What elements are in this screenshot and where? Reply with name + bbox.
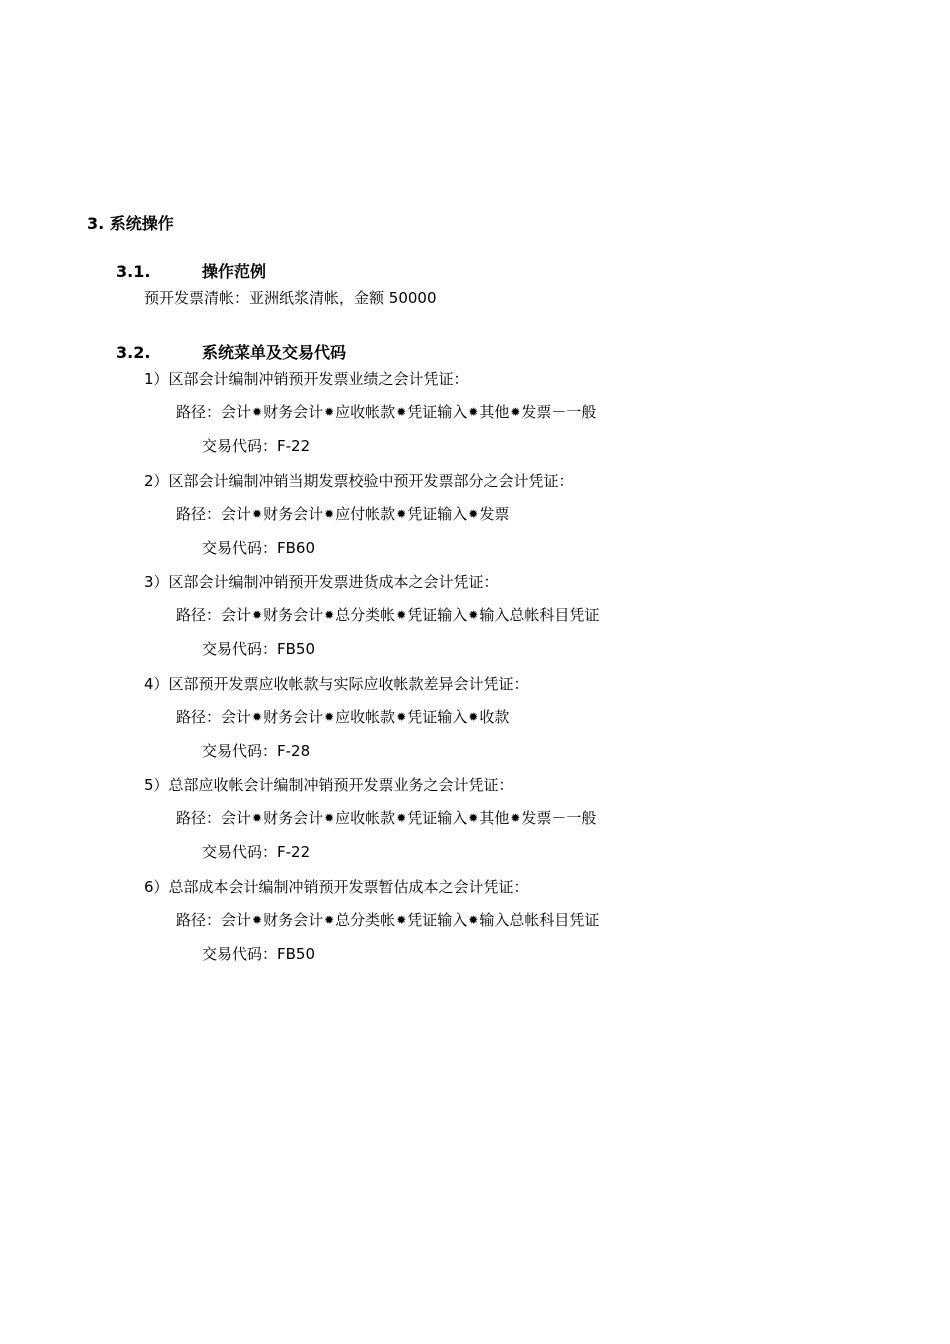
path-segment: 会计 [221,809,252,828]
path-label: 路径： [176,504,222,523]
code-value: FB60 [277,538,316,557]
path-separator-icon: ✹ [324,608,335,623]
path-segment: 凭证输入 [407,606,468,625]
path-separator-icon: ✹ [252,405,263,419]
list-item-title: 3）区部会计编制冲销预开发票进货成本之会计凭证： [144,573,499,592]
path-separator-icon: ✹ [510,811,521,826]
path-segment: 会计 [221,504,252,523]
path-segment: 凭证输入 [407,504,468,523]
subsection-title: 操作范例 [202,262,267,281]
path-separator-icon: ✹ [468,608,479,623]
list-item-title: 4）区部预开发票应收帐款与实际应收帐款差异会计凭证： [144,674,529,693]
section-title: 系统操作 [109,214,174,233]
path-separator-icon: ✹ [252,811,263,826]
path-separator-icon: ✹ [510,405,521,419]
menu-path [176,707,510,726]
path-segment: 财务会计 [263,606,324,625]
path-segment: 凭证输入 [407,707,468,726]
path-segment: 财务会计 [263,809,324,828]
path-separator-icon: ✹ [396,913,407,927]
path-segment: 财务会计 [263,403,324,421]
path-separator-icon: ✹ [252,608,263,623]
path-segment: 发票 [479,504,510,523]
code-value: FB50 [277,640,316,659]
path-separator-icon: ✹ [468,913,479,927]
path-segment: 其他 [479,809,510,828]
menu-path [176,608,599,623]
transaction-code [202,947,315,962]
path-segment: 总分类帐 [335,606,396,625]
path-segment: 会计 [221,707,252,726]
path-segment: 财务会计 [263,911,324,929]
path-segment: 财务会计 [263,504,324,523]
path-segment: 财务会计 [263,707,324,726]
path-segment: 应收帐款 [335,403,396,421]
subsection-number: 3.1. [116,262,151,281]
list-item-title: 1）区部会计编制冲销预开发票业绩之会计凭证： [144,370,469,388]
path-separator-icon: ✹ [396,811,407,826]
path-segment: 会计 [221,403,252,421]
path-separator-icon: ✹ [396,709,407,724]
path-segment: 凭证输入 [407,911,468,929]
path-separator-icon: ✹ [324,506,335,521]
path-separator-icon: ✹ [468,709,479,724]
path-label: 路径： [176,911,222,929]
menu-path [176,913,599,928]
path-label: 路径： [176,606,222,625]
path-separator-icon: ✹ [468,405,479,419]
path-segment: 会计 [221,606,252,625]
path-separator-icon: ✹ [324,913,335,927]
transaction-code [202,741,311,760]
list-item-title: 5）总部应收帐会计编制冲销预开发票业务之会计凭证： [144,776,514,795]
path-segment: 应付帐款 [335,504,396,523]
path-segment: 收款 [479,707,510,726]
section-number: 3. [87,214,105,233]
path-segment: 应收帐款 [335,809,396,828]
path-separator-icon: ✹ [324,811,335,826]
path-separator-icon: ✹ [324,405,335,419]
path-separator-icon: ✹ [324,709,335,724]
list-item-title: 6）总部成本会计编制冲销预开发票暂估成本之会计凭证： [144,878,529,896]
path-label: 路径： [176,809,222,828]
path-separator-icon: ✹ [468,506,479,521]
transaction-code [202,642,315,657]
subsection-heading-2 [116,345,346,361]
code-value: F-28 [277,741,311,760]
subsection-heading-1 [116,264,266,280]
code-label: 交易代码： [202,945,278,963]
section-heading [87,216,174,232]
subsection-title: 系统菜单及交易代码 [202,343,347,362]
path-segment: 应收帐款 [335,707,396,726]
path-separator-icon: ✹ [396,608,407,623]
path-separator-icon: ✹ [396,405,407,419]
code-value: F-22 [277,843,311,862]
path-separator-icon: ✹ [468,811,479,826]
code-value: F-22 [277,437,311,455]
path-segment: 其他 [479,403,510,421]
path-segment: 会计 [221,911,252,929]
list-item-title: 2）区部会计编制冲销当期发票校验中预开发票部分之会计凭证： [144,471,574,490]
menu-path [176,504,510,523]
path-separator-icon: ✹ [252,913,263,927]
path-segment: 发票－一般 [521,403,597,421]
transaction-code [202,845,310,860]
code-label: 交易代码： [202,437,278,455]
path-label: 路径： [176,707,222,726]
path-segment: 输入总帐科目凭证 [479,911,600,929]
code-label: 交易代码： [202,741,278,760]
path-separator-icon: ✹ [396,506,407,521]
path-label: 路径： [176,403,222,421]
path-segment: 输入总帐科目凭证 [479,606,600,625]
code-label: 交易代码： [202,843,278,862]
path-segment: 发票－一般 [521,809,597,828]
code-value: FB50 [277,945,316,963]
menu-path [176,811,596,826]
path-separator-icon: ✹ [252,506,263,521]
path-separator-icon: ✹ [252,709,263,724]
code-label: 交易代码： [202,640,278,659]
path-segment: 凭证输入 [407,403,468,421]
path-segment: 总分类帐 [335,911,396,929]
transaction-code [202,538,316,557]
subsection-number: 3.2. [116,343,151,362]
transaction-code [202,439,310,454]
code-label: 交易代码： [202,538,278,557]
menu-path [176,405,596,420]
example-text: 预开发票清帐：亚洲纸浆清帐，金额 50000 [144,289,437,307]
path-segment: 凭证输入 [407,809,468,828]
